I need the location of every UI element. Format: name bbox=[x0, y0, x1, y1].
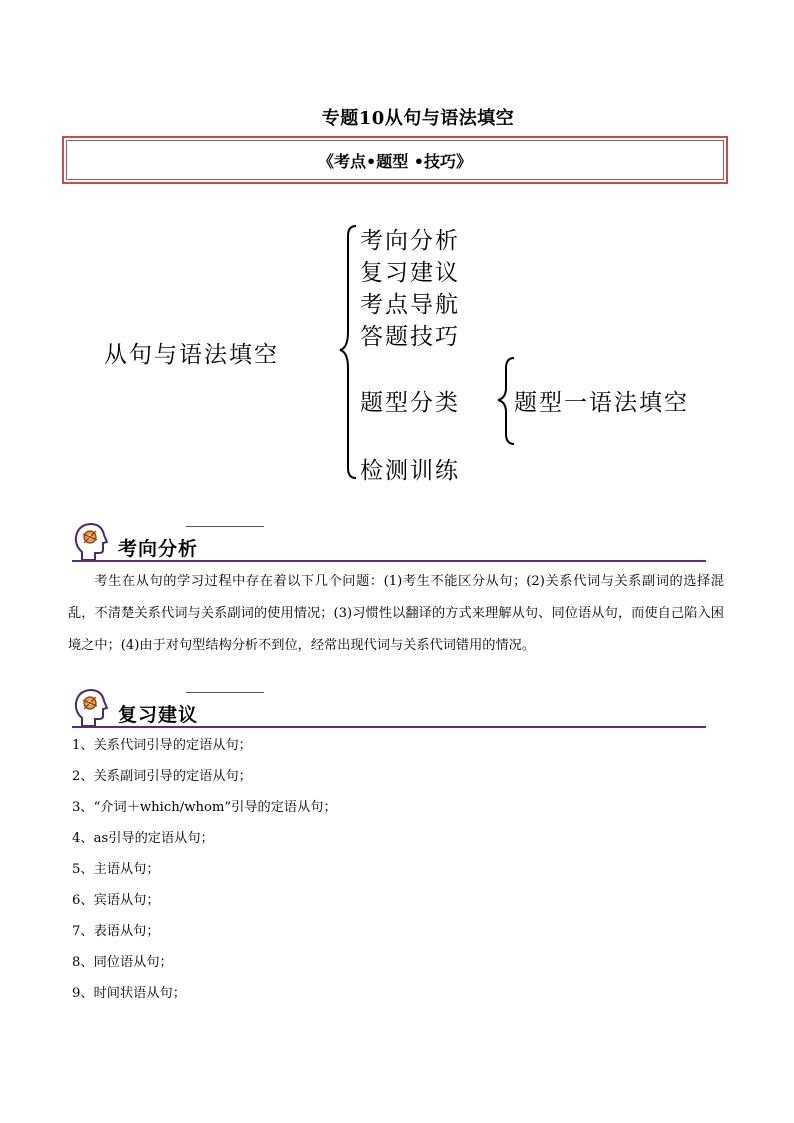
review-list bbox=[72, 730, 337, 1009]
mindmap-sub-branch: 题型一语法填空 bbox=[514, 390, 689, 416]
mindmap-branch: 答题技巧 bbox=[360, 324, 460, 350]
section-header-analysis bbox=[68, 522, 708, 564]
mindmap bbox=[0, 210, 794, 500]
header-underline bbox=[72, 726, 706, 728]
section-header-review bbox=[68, 688, 708, 730]
mindmap-root: 从句与语法填空 bbox=[104, 342, 279, 368]
list-item: 8、同位语从句； bbox=[72, 955, 173, 970]
section-heading: 考向分析 bbox=[118, 538, 199, 560]
mindmap-branch: 考点导航 bbox=[360, 292, 460, 318]
mindmap-branch: 题型分类 bbox=[360, 390, 460, 416]
subtitle-box bbox=[62, 136, 728, 184]
sub-brace bbox=[498, 358, 514, 444]
list-item: 9、时间状语从句； bbox=[72, 986, 186, 1001]
header-top-rule bbox=[186, 526, 264, 527]
header-top-rule bbox=[186, 692, 264, 693]
list-item: 4、as引导的定语从句； bbox=[72, 831, 214, 846]
header-underline bbox=[72, 560, 706, 562]
list-item: 7、表语从句； bbox=[72, 924, 160, 939]
list-item: 2、关系副词引导的定语从句； bbox=[72, 769, 252, 784]
list-item: 5、主语从句； bbox=[72, 862, 160, 877]
main-brace bbox=[340, 226, 356, 478]
list-item: 1、关系代词引导的定语从句； bbox=[72, 738, 252, 753]
head-gear-icon bbox=[72, 688, 108, 728]
section-heading: 复习建议 bbox=[118, 704, 199, 726]
mindmap-branch: 检测训练 bbox=[360, 458, 460, 484]
subtitle-text: 《考点•题型 •技巧》 bbox=[317, 151, 473, 171]
mindmap-branch: 考向分析 bbox=[360, 228, 460, 254]
head-gear-icon bbox=[72, 522, 108, 562]
list-item: 6、宾语从句； bbox=[72, 893, 160, 908]
mindmap-branch: 复习建议 bbox=[360, 260, 460, 286]
list-item: 3、“介词＋which/whom”引导的定语从句； bbox=[72, 800, 337, 815]
document-title: 专题10从句与语法填空 bbox=[321, 108, 515, 129]
analysis-paragraph: 考生在从句的学习过程中存在着以下几个问题：(1)考生不能区分从句；(2)关系代词与关系副词的选择混乱，不清楚关系代词与关系副词的使用情况；(3)习惯性以翻译的方式来理解从句、同位语从句，而使自己陷入困境之中；(4)由于对句型结构分析不到位，经常出现代词与关系代词错用的情况。 bbox=[68, 574, 724, 653]
